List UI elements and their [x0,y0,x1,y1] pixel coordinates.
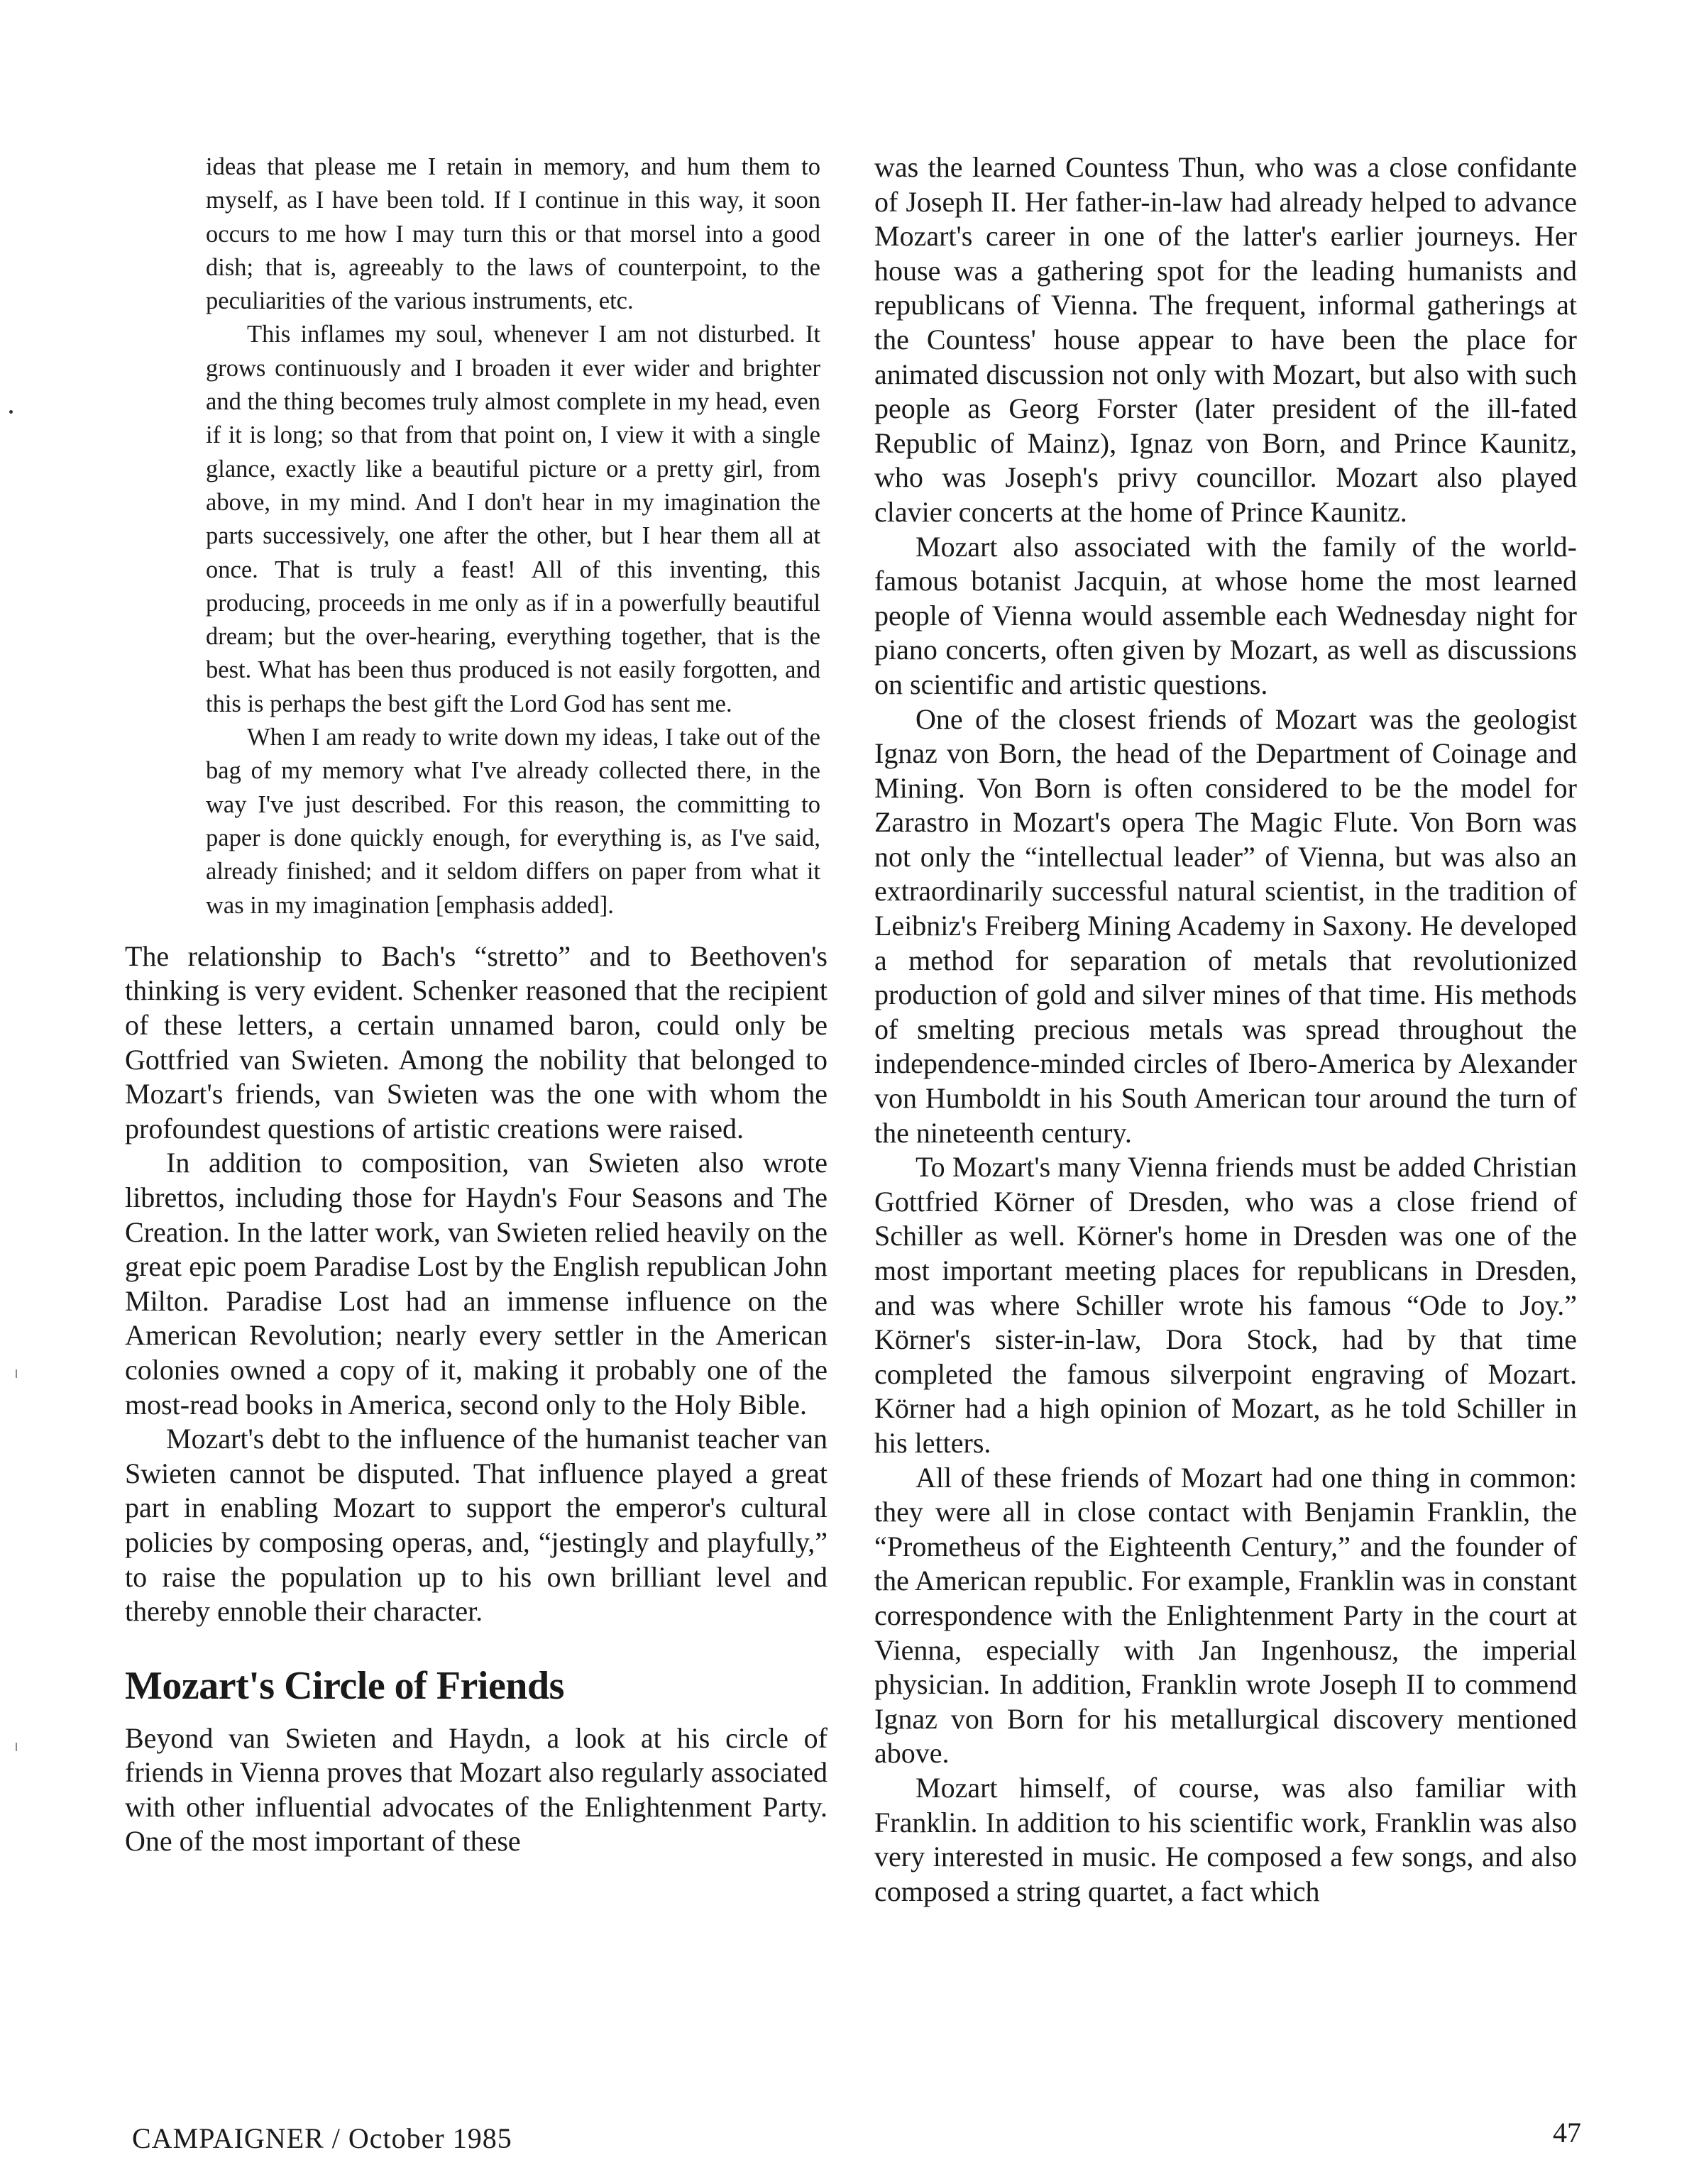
body-paragraph: To Mozart's many Vienna friends must be added Christian Gottfried Körner of Dresden, who was a close friend of Schiller as well. Körner's home in Dresden was one of the most important meeting places for republicans in Dresden, and was where Schiller wrote his famous “Ode to Joy.” Körner's sister-in-law, Dora Stock, had by that time completed the famous silverpoint engraving of Mozart. Körner had a high opinion of Mozart, as he told Schiller in his letters. [874,1151,1577,1459]
block-quote [206,150,820,922]
margin-mark [9,410,13,414]
left-body-text [125,939,827,1859]
body-paragraph: Beyond van Swieten and Haydn, a look at his circle of friends in Vienna proves that Mozart also regularly associated with other influential advocates of the Enlightenment Party. One of the most important of these [125,1721,827,1858]
page-number: 47 [1553,2117,1581,2149]
body-paragraph: One of the closest friends of Mozart was the geologist Ignaz von Born, the head of the Department of Coinage and Mining. Von Born is often considered to be the model for Zarastro in Mozart's opera The Magic Flute. Von Born was not only the “intellectual leader” of Vienna, but was also an extraordinarily successful natural scientist, in the tradition of Leibniz's Freiberg Mining Academy in Saxony. He developed a method for separation of metals that revolutionized production of gold and silver mines of that time. His methods of smelting precious metals was spread throughout the independence-minded circles of Ibero-America by Alexander von Humboldt in his South American tour around the turn of the nineteenth century. [874,702,1577,1149]
right-body-text [874,150,1577,1909]
section-heading: Mozart's Circle of Friends [125,1663,564,1708]
left-column [125,150,827,1859]
margin-tick [16,1369,17,1378]
body-paragraph: In addition to composition, van Swieten also wrote librettos, including those for Haydn's Four Seasons and The Creation. In the latter work, van Swieten relied heavily on the great epic poem Paradise Lost by the English republican John Milton. Paradise Lost had an immense influence on the American Revolution; nearly every settler in the American colonies owned a copy of it, making it probably one of the most-read books in America, second only to the Holy Bible. [125,1147,827,1421]
body-paragraph: Mozart also associated with the family of the world-famous botanist Jacquin, at whose home the most learned people of Vienna would assemble each Wednesday night for piano concerts, often given by Mozart, as well as discussions on scientific and artistic questions. [874,530,1577,700]
right-column [874,150,1577,1909]
body-paragraph: was the learned Countess Thun, who was a close confidante of Joseph II. Her father-in-law had already helped to advance Mozart's career in one of the latter's earlier journeys. Her house was a gathering spot for the leading humanists and republicans of Vienna. The frequent, informal gatherings at the Countess' house appear to have been the place for animated discussion not only with Mozart, but also with such people as Georg Forster (later president of the ill-fated Republic of Mainz), Ignaz von Born, and Prince Kaunitz, who was Joseph's privy councillor. Mozart also played clavier concerts at the home of Prince Kaunitz. [874,151,1577,528]
publication-footer: CAMPAIGNER / October 1985 [132,2122,512,2154]
quote-paragraph: ideas that please me I retain in memory, and hum them to myself, as I have been told. If I continue in this way, it soon occurs to me how I may turn this or that morsel into a good dish; that is, agreeably to the laws of counterpoint, to the peculiarities of the various instruments, etc. [206,153,820,315]
quote-paragraph: When I am ready to write down my ideas, I take out of the bag of my memory what I've already collected there, in the way I've just described. For this reason, the committing to paper is done quickly enough, for everything is, as I've said, already finished; and it seldom differs on paper from what it was in my imagination [emphasis added]. [206,724,820,919]
quote-paragraph: This inflames my soul, whenever I am not disturbed. It grows continuously and I broaden it ever wider and brighter and the thing becomes truly almost complete in my head, even if it is long; so that from that point on, I view it with a single glance, exactly like a beautiful picture or a pretty girl, from above, in my mind. And I don't hear in my imagination the parts successively, one after the other, but I hear them all at once. That is truly a feast! All of this inventing, this producing, proceeds in me only as if in a powerfully beautiful dream; but the over-hearing, everything together, that is the best. What has been thus produced is not easily forgotten, and this is perhaps the best gift the Lord God has sent me. [206,321,820,717]
body-paragraph: All of these friends of Mozart had one thing in common: they were all in close contact with Benjamin Franklin, the “Prometheus of the Eighteenth Century,” and the founder of the American republic. For example, Franklin was in constant correspondence with the Enlightenment Party in the court at Vienna, especially with Jan Ingenhousz, the imperial physician. In addition, Franklin wrote Joseph II to commend Ignaz von Born for his metallurgical discovery mentioned above. [874,1461,1577,1770]
body-paragraph: The relationship to Bach's “stretto” and to Beethoven's thinking is very evident. Schenker reasoned that the recipient of these letters, a certain unnamed baron, could only be Gottfried van Swieten. Among the nobility that belonged to Mozart's friends, van Swieten was the one with whom the profoundest questions of artistic creations were raised. [125,939,827,1145]
body-paragraph: Mozart himself, of course, was also familiar with Franklin. In addition to his scientific work, Franklin was also very interested in music. He composed a few songs, and also composed a string quartet, a fact which [874,1771,1577,1907]
margin-tick [16,1743,17,1751]
body-paragraph: Mozart's debt to the influence of the humanist teacher van Swieten cannot be disputed. That influence played a great part in enabling Mozart to support the emperor's cultural policies by composing operas, and, “jestingly and playfully,” to raise the population up to his own brilliant level and thereby ennoble their character. [125,1423,827,1628]
